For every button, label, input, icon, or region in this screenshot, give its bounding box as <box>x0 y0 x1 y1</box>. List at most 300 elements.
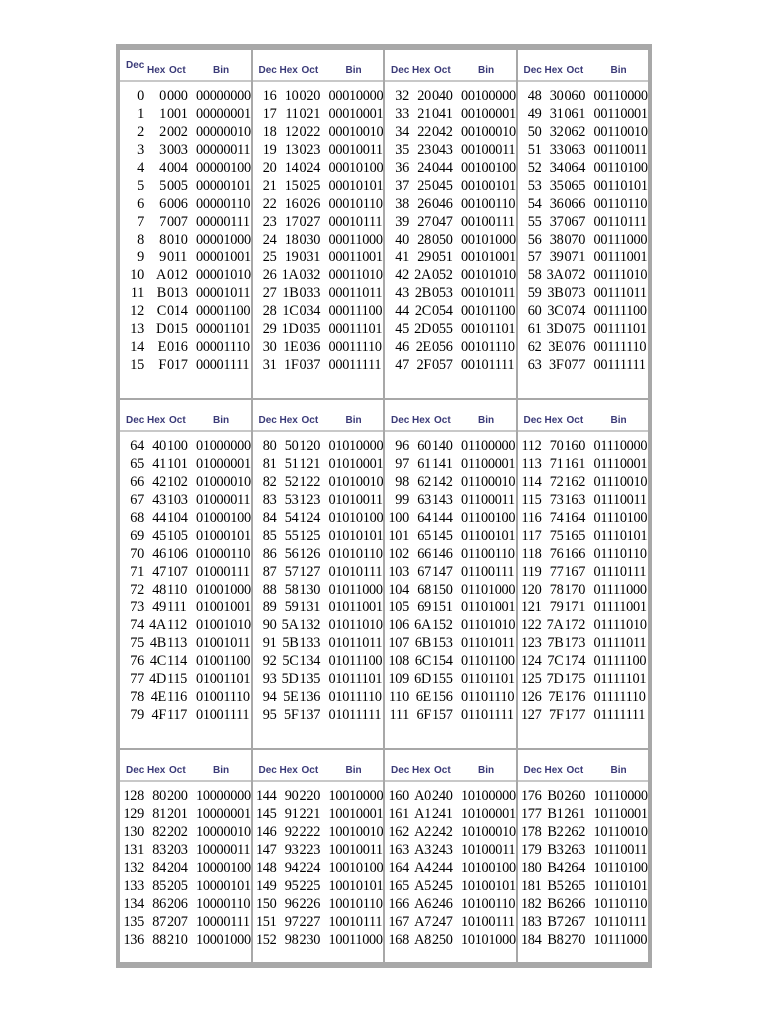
dec-value: 25 <box>262 249 277 266</box>
dec-value: 5 <box>137 177 144 194</box>
bin-value: 01011011 <box>328 635 383 652</box>
hex-value: 37 <box>549 213 564 230</box>
table-row <box>385 177 516 195</box>
bin-value: 01001110 <box>196 688 250 705</box>
hex-value: 93 <box>284 842 299 859</box>
dec-value: 71 <box>130 563 144 580</box>
dec-value: 82 <box>262 474 277 491</box>
table-row <box>518 267 649 285</box>
bin-value: 00101100 <box>461 303 516 320</box>
hex-value: 40 <box>152 438 166 455</box>
dec-value: 74 <box>130 617 144 634</box>
table-block-2 <box>120 750 648 962</box>
table-column-group <box>518 50 649 398</box>
hex-value: 30 <box>549 88 564 105</box>
bin-value: 00011010 <box>328 267 383 284</box>
bin-value: 01000000 <box>196 438 251 455</box>
oct-value: 246 <box>432 895 453 912</box>
table-row <box>120 688 251 706</box>
hex-value: 3B <box>547 285 564 302</box>
header-bin: Bin <box>478 765 495 776</box>
hex-value: 97 <box>284 913 299 930</box>
oct-value: 077 <box>564 356 586 373</box>
hex-value: A6 <box>414 895 431 912</box>
oct-value: 176 <box>564 688 586 705</box>
oct-value: 145 <box>432 527 453 544</box>
table-row <box>518 177 649 195</box>
table-row <box>385 671 516 689</box>
column-header <box>120 758 251 782</box>
table-row <box>120 599 251 617</box>
dec-value: 42 <box>395 267 409 284</box>
dec-value: 117 <box>521 527 542 544</box>
dec-value: 133 <box>123 877 144 894</box>
bin-value: 10010100 <box>328 860 383 876</box>
header-dec: Dec <box>126 765 145 776</box>
oct-value: 062 <box>564 124 586 141</box>
dec-value: 100 <box>388 510 409 526</box>
bin-value: 01100110 <box>461 545 515 562</box>
bin-value: 01100111 <box>461 563 515 580</box>
dec-value: 145 <box>255 806 277 823</box>
dec-value: 130 <box>123 824 144 841</box>
hex-value: F <box>158 356 166 373</box>
oct-value: 003 <box>167 142 188 159</box>
header-dec: Dec <box>523 415 542 426</box>
dec-value: 86 <box>262 545 277 562</box>
dec-value: 90 <box>262 617 277 634</box>
table-row <box>518 106 649 124</box>
dec-value: 131 <box>123 842 144 859</box>
oct-value: 153 <box>432 635 453 652</box>
oct-value: 073 <box>564 285 586 302</box>
bin-value: 10100010 <box>461 824 516 841</box>
hex-value: 3D <box>546 321 564 338</box>
bin-value: 01011100 <box>328 653 383 670</box>
dec-value: 101 <box>388 527 409 544</box>
oct-value: 267 <box>564 913 586 930</box>
bin-value: 10000110 <box>196 895 251 912</box>
dec-value: 8 <box>137 231 144 248</box>
oct-value: 167 <box>564 563 586 580</box>
oct-value: 225 <box>299 877 321 894</box>
hex-value: 75 <box>549 527 564 544</box>
dec-value: 125 <box>520 671 542 688</box>
oct-value: 075 <box>564 321 586 338</box>
table-block-0 <box>120 50 648 398</box>
header-hex: Hex <box>412 765 431 776</box>
bin-value: 10110011 <box>593 842 648 859</box>
dec-value: 39 <box>395 213 409 230</box>
dec-value: 24 <box>262 231 277 248</box>
oct-value: 036 <box>299 338 321 355</box>
bin-value: 01011000 <box>328 581 383 598</box>
hex-value: 4 <box>159 160 166 176</box>
dec-value: 10 <box>130 267 144 284</box>
bin-value: 01100011 <box>461 492 515 509</box>
bin-value: 00001010 <box>196 267 251 284</box>
oct-value: 174 <box>564 653 586 670</box>
hex-value: 3A <box>546 267 564 284</box>
dec-value: 181 <box>520 877 542 894</box>
bin-value: 00101001 <box>461 249 516 266</box>
dec-value: 94 <box>262 688 277 705</box>
table-row <box>253 142 384 160</box>
bin-value: 00100111 <box>461 213 515 230</box>
bin-value: 00100110 <box>461 195 516 212</box>
column-header <box>253 758 384 782</box>
table-row <box>253 671 384 689</box>
table-row <box>518 124 649 142</box>
oct-value: 171 <box>564 599 586 616</box>
dec-value: 80 <box>262 438 277 455</box>
hex-value: 56 <box>284 545 299 562</box>
bin-value: 10000010 <box>196 824 251 841</box>
table-row <box>120 806 251 824</box>
hex-value: 85 <box>152 877 166 894</box>
oct-value: 110 <box>167 581 188 598</box>
table-row <box>120 635 251 653</box>
dec-value: 176 <box>520 788 542 805</box>
table-row <box>385 806 516 824</box>
header-dec: Dec <box>126 60 145 71</box>
oct-value: 050 <box>432 231 453 248</box>
oct-value: 054 <box>432 303 453 320</box>
oct-value: 070 <box>564 231 586 248</box>
oct-value: 035 <box>299 321 321 338</box>
oct-value: 027 <box>299 213 321 230</box>
table-row <box>120 106 251 124</box>
bin-value: 10100000 <box>461 788 516 805</box>
bin-value: 01100010 <box>461 474 516 491</box>
bin-value: 01101101 <box>461 671 515 688</box>
bin-value: 01100001 <box>461 456 516 473</box>
oct-value: 240 <box>432 788 453 805</box>
dec-value: 119 <box>521 563 542 580</box>
table-row <box>253 510 384 528</box>
oct-value: 150 <box>432 581 453 598</box>
table-row <box>518 563 649 581</box>
oct-value: 111 <box>167 599 187 616</box>
bin-value: 01000010 <box>196 474 251 491</box>
dec-value: 32 <box>395 88 409 105</box>
oct-value: 204 <box>167 860 188 876</box>
oct-value: 047 <box>432 213 453 230</box>
table-row <box>120 338 251 356</box>
oct-value: 142 <box>432 474 453 491</box>
bin-value: 01001111 <box>196 706 250 723</box>
column-header <box>518 58 649 82</box>
table-row <box>120 895 251 913</box>
bin-value: 10110010 <box>593 824 648 841</box>
dec-value: 65 <box>130 456 144 473</box>
bin-value: 10100100 <box>461 860 516 876</box>
table-column-group <box>120 50 251 398</box>
table-column-group <box>253 400 384 748</box>
bin-value: 01100100 <box>461 510 516 526</box>
table-row <box>385 931 516 949</box>
dec-value: 97 <box>395 456 409 473</box>
oct-value: 220 <box>299 788 321 805</box>
table-row <box>518 545 649 563</box>
oct-value: 127 <box>299 563 321 580</box>
oct-value: 242 <box>432 824 453 841</box>
hex-value: 6E <box>415 688 431 705</box>
oct-value: 132 <box>299 617 321 634</box>
oct-value: 017 <box>167 356 188 373</box>
oct-value: 020 <box>299 88 321 105</box>
bin-value: 10100011 <box>461 842 516 859</box>
dec-value: 88 <box>262 581 277 598</box>
hex-value: 72 <box>549 474 564 491</box>
header-dec: Dec <box>126 415 145 426</box>
hex-value: 81 <box>152 806 166 823</box>
dec-value: 50 <box>527 124 542 141</box>
table-row <box>253 474 384 492</box>
table-row <box>253 195 384 213</box>
dec-value: 81 <box>262 456 277 473</box>
header-dec: Dec <box>258 765 277 776</box>
bin-value: 00000101 <box>196 177 251 194</box>
table-row <box>120 88 251 106</box>
dec-value: 124 <box>520 653 542 670</box>
oct-value: 007 <box>167 213 188 230</box>
table-row <box>518 142 649 160</box>
dec-value: 58 <box>527 267 542 284</box>
dec-value: 61 <box>527 321 542 338</box>
dec-value: 184 <box>520 931 542 948</box>
oct-value: 011 <box>167 249 188 266</box>
hex-value: 6C <box>414 653 431 670</box>
table-row <box>120 671 251 689</box>
bin-value: 10010001 <box>328 806 383 823</box>
bin-value: 01010001 <box>328 456 383 473</box>
dec-value: 136 <box>123 931 144 948</box>
table-row <box>253 931 384 949</box>
oct-value: 130 <box>299 581 321 598</box>
bin-value: 00011000 <box>328 231 383 248</box>
hex-value: 34 <box>549 160 564 176</box>
dec-value: 85 <box>262 527 277 544</box>
table-row <box>385 545 516 563</box>
bin-value: 01000100 <box>196 510 251 526</box>
dec-value: 53 <box>527 177 542 194</box>
hex-value: A3 <box>414 842 431 859</box>
bin-value: 01110101 <box>593 527 648 544</box>
dec-value: 73 <box>130 599 144 616</box>
dec-value: 60 <box>527 303 542 320</box>
oct-value: 162 <box>564 474 586 491</box>
hex-value: 94 <box>284 860 299 876</box>
header-oct: Oct <box>301 415 319 426</box>
header-dec: Dec <box>391 765 410 776</box>
dec-value: 150 <box>255 895 277 912</box>
table-row <box>385 824 516 842</box>
table-row <box>518 438 649 456</box>
table-row <box>385 510 516 528</box>
oct-value: 140 <box>432 438 453 455</box>
bin-value: 01010110 <box>328 545 383 562</box>
table-row <box>385 635 516 653</box>
oct-value: 170 <box>564 581 586 598</box>
table-row <box>518 321 649 339</box>
hex-value: 62 <box>417 474 431 491</box>
oct-value: 146 <box>432 545 453 562</box>
bin-value: 10110100 <box>593 860 648 876</box>
oct-value: 031 <box>299 249 321 266</box>
dec-value: 115 <box>521 492 542 509</box>
oct-value: 125 <box>299 527 321 544</box>
dec-value: 164 <box>388 860 409 876</box>
dec-value: 36 <box>395 160 409 176</box>
dec-value: 109 <box>388 671 409 688</box>
oct-value: 157 <box>432 706 453 723</box>
table-row <box>120 492 251 510</box>
bin-value: 10110110 <box>593 895 648 912</box>
hex-value: 14 <box>284 160 299 176</box>
table-row <box>518 356 649 374</box>
bin-value: 00110110 <box>593 195 648 212</box>
hex-value: 65 <box>417 527 431 544</box>
bin-value: 01000001 <box>196 456 251 473</box>
bin-value: 01001101 <box>196 671 251 688</box>
oct-value: 061 <box>564 106 586 123</box>
table-row <box>253 842 384 860</box>
hex-value: 51 <box>284 456 299 473</box>
oct-value: 045 <box>432 177 453 194</box>
bin-value: 01111101 <box>593 671 647 688</box>
bin-value: 10100111 <box>461 913 515 930</box>
hex-value: 91 <box>284 806 299 823</box>
header-oct: Oct <box>566 415 584 426</box>
dec-value: 69 <box>130 527 144 544</box>
table-row <box>253 527 384 545</box>
bin-value: 00000011 <box>196 142 251 159</box>
hex-value: 4A <box>149 617 166 634</box>
oct-value: 151 <box>432 599 453 616</box>
dec-value: 18 <box>262 124 277 141</box>
bin-value: 00110001 <box>593 106 648 123</box>
bin-value: 01101010 <box>461 617 516 634</box>
oct-value: 000 <box>167 88 188 105</box>
bin-value: 00100001 <box>461 106 516 123</box>
table-column-group <box>120 400 251 748</box>
oct-value: 034 <box>299 303 321 320</box>
hex-value: 55 <box>284 527 299 544</box>
rows <box>385 782 516 949</box>
dec-value: 28 <box>262 303 277 320</box>
table-row <box>385 788 516 806</box>
oct-value: 104 <box>167 510 188 526</box>
table-row <box>253 160 384 178</box>
hex-value: A2 <box>414 824 431 841</box>
table-row <box>120 195 251 213</box>
hex-value: 39 <box>549 249 564 266</box>
bin-value: 00001001 <box>196 249 251 266</box>
bin-value: 01011101 <box>328 671 383 688</box>
dec-value: 47 <box>395 356 409 373</box>
bin-value: 10000001 <box>196 806 251 823</box>
table-row <box>253 563 384 581</box>
dec-value: 67 <box>130 492 144 509</box>
dec-value: 134 <box>123 895 144 912</box>
oct-value: 133 <box>299 635 321 652</box>
hex-value: B6 <box>547 895 564 912</box>
hex-value: 19 <box>284 249 299 266</box>
hex-value: 6A <box>414 617 431 634</box>
hex-value: B2 <box>547 824 564 841</box>
oct-value: 154 <box>432 653 453 670</box>
table-row <box>253 913 384 931</box>
table-row <box>385 599 516 617</box>
oct-value: 247 <box>432 913 453 930</box>
table-row <box>253 706 384 724</box>
hex-value: 1E <box>283 338 299 355</box>
hex-value: 63 <box>417 492 431 509</box>
dec-value: 17 <box>262 106 277 123</box>
table-row <box>120 438 251 456</box>
table-row <box>253 599 384 617</box>
hex-value: 27 <box>417 213 431 230</box>
table-row <box>120 474 251 492</box>
dec-value: 152 <box>255 931 277 948</box>
oct-value: 106 <box>167 545 188 562</box>
hex-value: 71 <box>549 456 564 473</box>
hex-value: 2 <box>159 124 166 141</box>
table-row <box>253 545 384 563</box>
oct-value: 120 <box>299 438 321 455</box>
bin-value: 01011110 <box>328 688 382 705</box>
dec-value: 144 <box>255 788 277 805</box>
oct-value: 001 <box>167 106 188 123</box>
bin-value: 00000010 <box>196 124 251 141</box>
dec-value: 165 <box>388 877 409 894</box>
dec-value: 123 <box>520 635 542 652</box>
table-row <box>385 106 516 124</box>
header-hex: Hex <box>412 415 431 426</box>
table-column-group <box>518 400 649 748</box>
dec-value: 93 <box>262 671 277 688</box>
bin-value: 01100101 <box>461 527 516 544</box>
table-row <box>253 321 384 339</box>
hex-value: 38 <box>549 231 564 248</box>
table-row <box>120 321 251 339</box>
table-row <box>120 877 251 895</box>
hex-value: 60 <box>417 438 431 455</box>
dec-value: 2 <box>137 124 144 141</box>
table-row <box>253 285 384 303</box>
hex-value: A8 <box>414 931 431 948</box>
table-row <box>518 913 649 931</box>
bin-value: 00111100 <box>593 303 647 320</box>
bin-value: 10011000 <box>328 931 383 948</box>
header-bin: Bin <box>610 765 627 776</box>
table-row <box>385 142 516 160</box>
hex-value: 7F <box>549 706 564 723</box>
bin-value: 01110100 <box>593 510 648 526</box>
hex-value: 7C <box>547 653 564 670</box>
oct-value: 063 <box>564 142 586 159</box>
hex-value: 43 <box>152 492 166 509</box>
bin-value: 00010011 <box>328 142 383 159</box>
table-row <box>518 474 649 492</box>
table-row <box>253 806 384 824</box>
hex-value: 3E <box>548 338 564 355</box>
dec-value: 3 <box>137 142 144 159</box>
dec-value: 177 <box>520 806 542 823</box>
dec-value: 108 <box>388 653 409 670</box>
table-row <box>518 860 649 878</box>
